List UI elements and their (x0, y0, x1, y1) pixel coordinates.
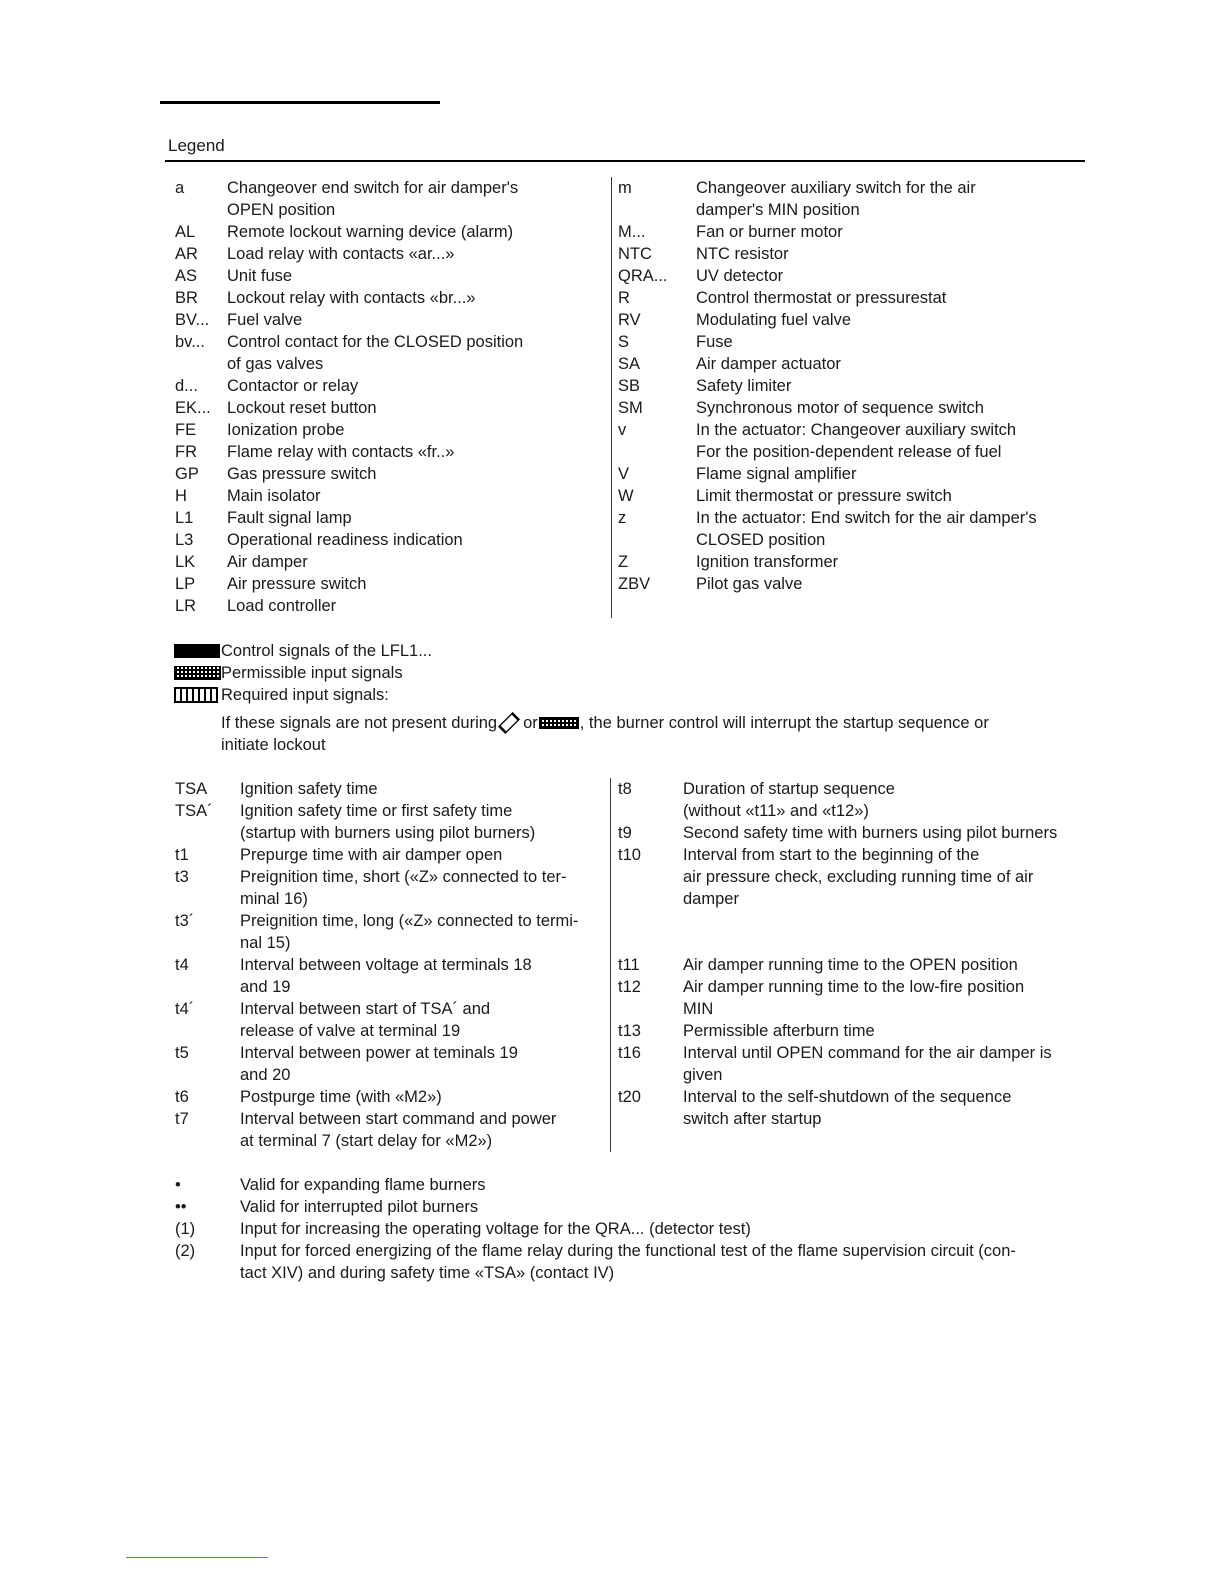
list-item (618, 573, 1037, 595)
list-item (618, 778, 1057, 800)
signal-note-line2 (174, 734, 989, 756)
item-description: For the position-dependent release of fuel (696, 443, 1002, 461)
left-times-list (175, 778, 578, 1152)
item-description: Interval from start to the beginning of the (683, 846, 980, 864)
list-item (175, 1086, 578, 1108)
item-code: S (618, 333, 630, 351)
item-description: Control thermostat or pressurestat (696, 289, 947, 307)
item-description: Flame relay with contacts «fr..» (227, 443, 455, 461)
item-code (618, 910, 683, 932)
item-description: Air damper running time to the OPEN position (683, 956, 1018, 974)
item-code: (1) (175, 1220, 196, 1238)
list-item (618, 954, 1057, 976)
item-code: TSA´ (175, 802, 213, 820)
item-description: Lockout relay with contacts «br...» (227, 289, 476, 307)
item-description: Modulating fuel valve (696, 311, 852, 329)
list-item (175, 265, 523, 287)
item-code: W (618, 487, 634, 505)
item-code (618, 866, 683, 888)
item-code (175, 199, 227, 221)
item-code: H (175, 487, 187, 505)
item-description: Air pressure switch (227, 575, 367, 593)
item-code: m (618, 179, 632, 197)
item-code (175, 353, 227, 375)
list-item (175, 844, 578, 866)
item-code: LP (175, 575, 196, 593)
item-code: t13 (618, 1022, 641, 1040)
item-description: Operational readiness indication (227, 531, 463, 549)
item-code (175, 1262, 240, 1284)
list-item (618, 844, 1057, 866)
list-item (618, 221, 1037, 243)
item-description: Ignition safety time (240, 780, 378, 798)
list-item (618, 441, 1037, 463)
list-item (175, 573, 523, 595)
signal-note (174, 712, 989, 734)
item-code: LK (175, 553, 196, 571)
item-code (618, 800, 683, 822)
bottom-link-line (126, 1557, 268, 1558)
item-code: TSA (175, 780, 208, 798)
item-description: Fault signal lamp (227, 509, 352, 527)
item-code: (2) (175, 1242, 196, 1260)
item-description: Load controller (227, 597, 337, 615)
list-item (175, 800, 578, 822)
item-code (175, 1020, 240, 1042)
item-description: UV detector (696, 267, 784, 285)
item-description: Ignition safety time or first safety time (240, 802, 513, 820)
item-description: Contactor or relay (227, 377, 359, 395)
item-description: Safety limiter (696, 377, 792, 395)
list-item (175, 331, 523, 353)
list-item (618, 800, 1057, 822)
item-code: AS (175, 267, 198, 285)
item-description: at terminal 7 (start delay for «M2») (240, 1132, 493, 1150)
list-item (175, 1262, 1016, 1284)
item-code: M... (618, 223, 646, 241)
list-item (175, 1240, 1016, 1262)
item-code: t5 (175, 1044, 189, 1062)
required-signal-row (174, 684, 989, 706)
list-item (175, 485, 523, 507)
item-description: OPEN position (227, 201, 336, 219)
item-code: d... (175, 377, 198, 395)
item-description: Duration of startup sequence (683, 780, 895, 798)
list-item (175, 910, 578, 932)
item-code: QRA... (618, 267, 668, 285)
right-abbreviation-list (618, 177, 1037, 595)
list-item (175, 1130, 578, 1152)
item-description: Unit fuse (227, 267, 293, 285)
list-item (618, 331, 1037, 353)
item-code: NTC (618, 245, 652, 263)
list-item (618, 375, 1037, 397)
item-description: Load relay with contacts «ar...» (227, 245, 455, 263)
signal-note-text-2: , the burner control will interrupt the startup sequence or (579, 714, 989, 732)
item-code: SA (618, 355, 641, 373)
list-item (175, 998, 578, 1020)
signal-note-or: or (523, 714, 538, 732)
list-item (175, 954, 578, 976)
item-description: air pressure check, excluding running time of air (683, 868, 1034, 886)
list-item (175, 397, 523, 419)
required-signal-label: Required input signals: (221, 686, 389, 704)
required-signal-symbol (174, 687, 218, 703)
legend-title: Legend (168, 136, 225, 155)
item-description: damper's MIN position (696, 201, 860, 219)
list-item (175, 1174, 1016, 1196)
item-code: BV... (175, 311, 210, 329)
list-item (175, 353, 523, 375)
list-item (175, 199, 523, 221)
list-item (618, 822, 1057, 844)
item-code: t4´ (175, 1000, 195, 1018)
item-code (175, 822, 240, 844)
item-description: Ignition transformer (696, 553, 839, 571)
item-description: Preignition time, short («Z» connected to ter- (240, 868, 567, 886)
item-description: Lockout reset button (227, 399, 377, 417)
signal-note-text-3: initiate lockout (221, 736, 326, 754)
list-item (618, 998, 1057, 1020)
item-code: AL (175, 223, 196, 241)
item-code: GP (175, 465, 199, 483)
item-description: Air damper actuator (696, 355, 841, 373)
list-item (175, 287, 523, 309)
list-item (618, 1064, 1057, 1086)
list-item (618, 177, 1037, 199)
legend-rule (165, 160, 1085, 162)
list-item (175, 551, 523, 573)
item-description: of gas valves (227, 355, 324, 373)
item-code (175, 976, 240, 998)
item-code: t4 (175, 956, 189, 974)
item-description: Input for increasing the operating voltage for the QRA... (detector test) (240, 1220, 751, 1238)
item-description: In the actuator: Changeover auxiliary switch (696, 421, 1017, 439)
item-description: and 20 (240, 1066, 291, 1084)
item-description: Gas pressure switch (227, 465, 377, 483)
list-item (618, 397, 1037, 419)
item-code (618, 932, 683, 954)
item-description: Fan or burner motor (696, 223, 843, 241)
permissible-signal-symbol (174, 666, 221, 680)
list-item (175, 419, 523, 441)
list-item (618, 866, 1057, 888)
list-item (175, 976, 578, 998)
item-code (618, 199, 696, 221)
header-rule (160, 101, 440, 104)
item-code: z (618, 509, 627, 527)
list-item (618, 199, 1037, 221)
list-item (618, 932, 1057, 954)
list-item (618, 265, 1037, 287)
item-code (618, 998, 683, 1020)
permissible-signal-label: Permissible input signals (221, 664, 403, 682)
item-description: Main isolator (227, 487, 321, 505)
list-item (618, 1108, 1057, 1130)
item-description: Prepurge time with air damper open (240, 846, 503, 864)
list-item (618, 1020, 1057, 1042)
item-code: RV (618, 311, 641, 329)
item-description: minal 16) (240, 890, 308, 908)
list-item (175, 866, 578, 888)
item-code: t8 (618, 780, 632, 798)
item-description: Valid for expanding flame burners (240, 1176, 486, 1194)
item-description: Valid for interrupted pilot burners (240, 1198, 479, 1216)
item-code: t10 (618, 846, 641, 864)
item-code: t11 (618, 956, 640, 974)
item-code (618, 529, 696, 551)
item-code (618, 441, 696, 463)
item-code: t9 (618, 824, 632, 842)
item-description: given (683, 1066, 723, 1084)
footnotes-list (175, 1174, 1016, 1284)
item-description: Permissible afterburn time (683, 1022, 875, 1040)
list-item (175, 822, 578, 844)
list-item (618, 243, 1037, 265)
item-description: (startup with burners using pilot burners) (240, 824, 536, 842)
list-item (175, 529, 523, 551)
item-description: Limit thermostat or pressure switch (696, 487, 952, 505)
item-description: Air damper running time to the low-fire position (683, 978, 1025, 996)
item-code (175, 888, 240, 910)
item-description: Interval between start of TSA´ and (240, 1000, 491, 1018)
list-item (618, 287, 1037, 309)
item-description: Interval to the self-shutdown of the sequence (683, 1088, 1012, 1106)
item-code: AR (175, 245, 198, 263)
list-item (175, 1218, 1016, 1240)
item-description: Fuse (696, 333, 733, 351)
list-item (175, 177, 523, 199)
item-description: and 19 (240, 978, 291, 996)
list-item (175, 463, 523, 485)
item-code (618, 1108, 683, 1130)
item-code: L3 (175, 531, 194, 549)
list-item (175, 221, 523, 243)
item-description: Second safety time with burners using pilot burners (683, 824, 1058, 842)
control-signal-label: Control signals of the LFL1... (221, 642, 432, 660)
item-code: t7 (175, 1110, 189, 1128)
signal-legend (174, 640, 989, 756)
list-item (175, 1064, 578, 1086)
item-code: FE (175, 421, 197, 439)
item-description: Changeover auxiliary switch for the air (696, 179, 976, 197)
item-description: nal 15) (240, 934, 291, 952)
item-description: Control contact for the CLOSED position (227, 333, 524, 351)
list-item (175, 1196, 1016, 1218)
control-signal-row (174, 640, 989, 662)
list-item (618, 529, 1037, 551)
list-item (175, 243, 523, 265)
item-description: switch after startup (683, 1110, 822, 1128)
item-code: LR (175, 597, 197, 615)
item-description: release of valve at terminal 19 (240, 1022, 461, 1040)
permissible-signal-row (174, 662, 989, 684)
item-code: SM (618, 399, 643, 417)
list-item (175, 1020, 578, 1042)
list-item (618, 485, 1037, 507)
column-divider (611, 177, 612, 618)
item-description: Synchronous motor of sequence switch (696, 399, 984, 417)
item-description: Input for forced energizing of the flame relay during the functional test of the flame supervision circuit (con- (240, 1242, 1016, 1260)
item-code: EK... (175, 399, 211, 417)
item-code (618, 1064, 683, 1086)
item-description: Air damper (227, 553, 308, 571)
item-description: (without «t11» and «t12») (683, 802, 869, 820)
item-code: BR (175, 289, 198, 307)
item-code: t6 (175, 1088, 189, 1106)
item-code: R (618, 289, 630, 307)
item-code (175, 932, 240, 954)
item-code (175, 1064, 240, 1086)
item-code: SB (618, 377, 641, 395)
item-code: t3 (175, 868, 189, 886)
item-code: v (618, 421, 627, 439)
item-code: t3´ (175, 912, 195, 930)
list-item (175, 932, 578, 954)
item-description: Remote lockout warning device (alarm) (227, 223, 514, 241)
item-description: Pilot gas valve (696, 575, 803, 593)
left-abbreviation-list (175, 177, 523, 617)
item-description: Interval between voltage at terminals 18 (240, 956, 532, 974)
list-item (618, 910, 1057, 932)
item-code: t12 (618, 978, 641, 996)
list-item (618, 1042, 1057, 1064)
item-description: Fuel valve (227, 311, 303, 329)
item-code: t1 (175, 846, 189, 864)
right-times-list (618, 778, 1057, 1130)
list-item (175, 507, 523, 529)
item-code (618, 888, 683, 910)
item-code: V (618, 465, 630, 483)
item-description: Flame signal amplifier (696, 465, 857, 483)
list-item (175, 888, 578, 910)
list-item (175, 1042, 578, 1064)
list-item (618, 419, 1037, 441)
list-item (618, 888, 1057, 910)
item-code: FR (175, 443, 197, 461)
item-code: Z (618, 553, 629, 571)
list-item (618, 507, 1037, 529)
list-item (618, 551, 1037, 573)
item-code: t16 (618, 1044, 641, 1062)
list-item (175, 309, 523, 331)
item-code: L1 (175, 509, 194, 527)
list-item (618, 976, 1057, 998)
item-code: • (175, 1176, 181, 1194)
times-column-divider (610, 778, 611, 1152)
item-description: Changeover end switch for air damper's (227, 179, 519, 197)
item-description: NTC resistor (696, 245, 789, 263)
item-description: Postpurge time (with «M2») (240, 1088, 442, 1106)
item-description: tact XIV) and during safety time «TSA» (contact IV) (240, 1264, 615, 1282)
list-item (618, 1086, 1057, 1108)
list-item (175, 778, 578, 800)
list-item (175, 595, 523, 617)
item-code: bv... (175, 333, 205, 351)
list-item (175, 375, 523, 397)
item-description: MIN (683, 1000, 714, 1018)
item-description: Interval between power at teminals 19 (240, 1044, 518, 1062)
item-description: Preignition time, long («Z» connected to termi- (240, 912, 579, 930)
item-code: a (175, 179, 185, 197)
checker-inline-icon (539, 717, 579, 729)
signal-note-text-1: If these signals are not present during (221, 714, 498, 732)
item-code: •• (175, 1198, 187, 1216)
item-description: damper (683, 890, 739, 908)
item-description: CLOSED position (696, 531, 826, 549)
list-item (618, 463, 1037, 485)
item-code: ZBV (618, 575, 651, 593)
item-code: t20 (618, 1088, 641, 1106)
list-item (175, 1108, 578, 1130)
item-description: In the actuator: End switch for the air damper's (696, 509, 1037, 527)
item-description: Interval between start command and power (240, 1110, 557, 1128)
item-description: Ionization probe (227, 421, 345, 439)
diamond-icon (498, 712, 520, 734)
item-code (175, 1130, 240, 1152)
list-item (618, 353, 1037, 375)
item-description: Interval until OPEN command for the air damper is (683, 1044, 1052, 1062)
control-signal-symbol (174, 644, 220, 658)
list-item (175, 441, 523, 463)
list-item (618, 309, 1037, 331)
